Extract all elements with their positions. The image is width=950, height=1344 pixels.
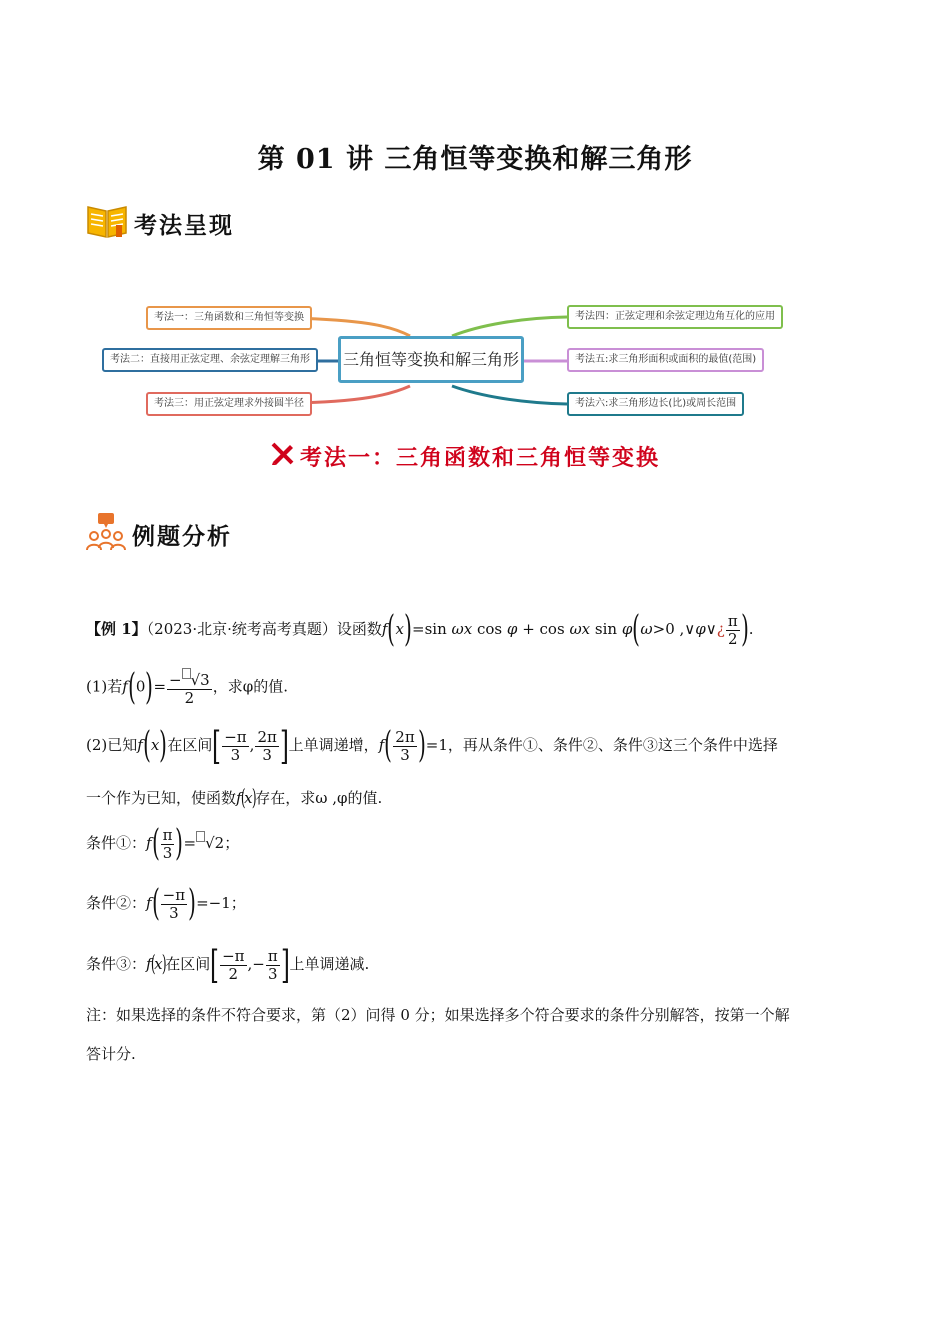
page-title: 第 01 讲 三角恒等变换和解三角形: [257, 144, 693, 175]
method-label: 考法一：三角函数和三角恒等变换: [300, 444, 661, 471]
question-2-line-2: 一个作为已知，使函数f(x)存在，求ω ,φ的值.: [86, 786, 383, 811]
section-label: 例题分析: [132, 522, 232, 550]
note-line-1: 注：如果选择的条件不符合要求，第（2）问得 0 分；如果选择多个符合要求的条件分别解答，按第一个解: [86, 1006, 790, 1024]
example-tag: 【例 1】: [86, 620, 147, 638]
mindmap-node-1: 考法一：三角函数和三角恒等变换: [146, 306, 312, 330]
condition-3: 条件③：f(x)在区间[ $\frac{-\pi}{2}$ ,− $\frac{\pi}{3}$ ]上单调递减.: [86, 943, 370, 987]
connector-6: [452, 386, 567, 404]
question-2: (2)已知f(x)在区间[ $\frac{-\pi}{3}$ , $\frac{2\pi}{3}$ ]上单调递增，f( $\frac{2\pi}{3}$ )=1，再从条件①、条件②、条件③这三个条件中选择: [86, 724, 778, 768]
mindmap-center: 三角恒等变换和解三角形: [338, 336, 524, 383]
method-heading: [270, 440, 660, 472]
section-header-methods: [86, 203, 234, 243]
note-line-2: 答计分.: [86, 1045, 136, 1063]
mindmap-node-3: 考法三：用正弦定理求外接圆半径: [146, 392, 312, 416]
group-discussion-icon: [86, 512, 126, 556]
section-label: 考法呈现: [134, 211, 234, 239]
mindmap-node-5: 考法五:求三角形面积或面积的最值(范围): [567, 348, 764, 372]
condition-2: 条件②：f( $\frac{-\pi}{3}$ )=−1；: [86, 883, 246, 924]
mindmap-node-2: 考法二：直接用正弦定理、余弦定理解三角形: [102, 348, 318, 372]
connector-4: [452, 317, 567, 336]
book-icon: [86, 203, 128, 243]
mindmap-node-6: 考法六:求三角形边长(比)或周长范围: [567, 392, 744, 416]
condition-1: 条件①：f( $\frac{\pi}{3}$ )= √2；: [86, 823, 240, 864]
section-header-examples: [86, 512, 232, 556]
example-statement: 【例 1】（2023·北京·统考高考真题）设函数f(x)=sin ωx cos φ + cos ωx sin φ(ω>0 ,∨φ∨¿ $\frac{\pi}{2}$ ).: [86, 609, 754, 650]
mindmap-node-4: 考法四：正弦定理和余弦定理边角互化的应用: [567, 305, 783, 329]
question-1: (1)若f(0)= $\frac{- √3}{2}$ ，求φ的值.: [86, 666, 288, 708]
pencil-ruler-icon: [270, 440, 296, 472]
example-source: （2023·北京·统考高考真题）: [146, 620, 337, 638]
